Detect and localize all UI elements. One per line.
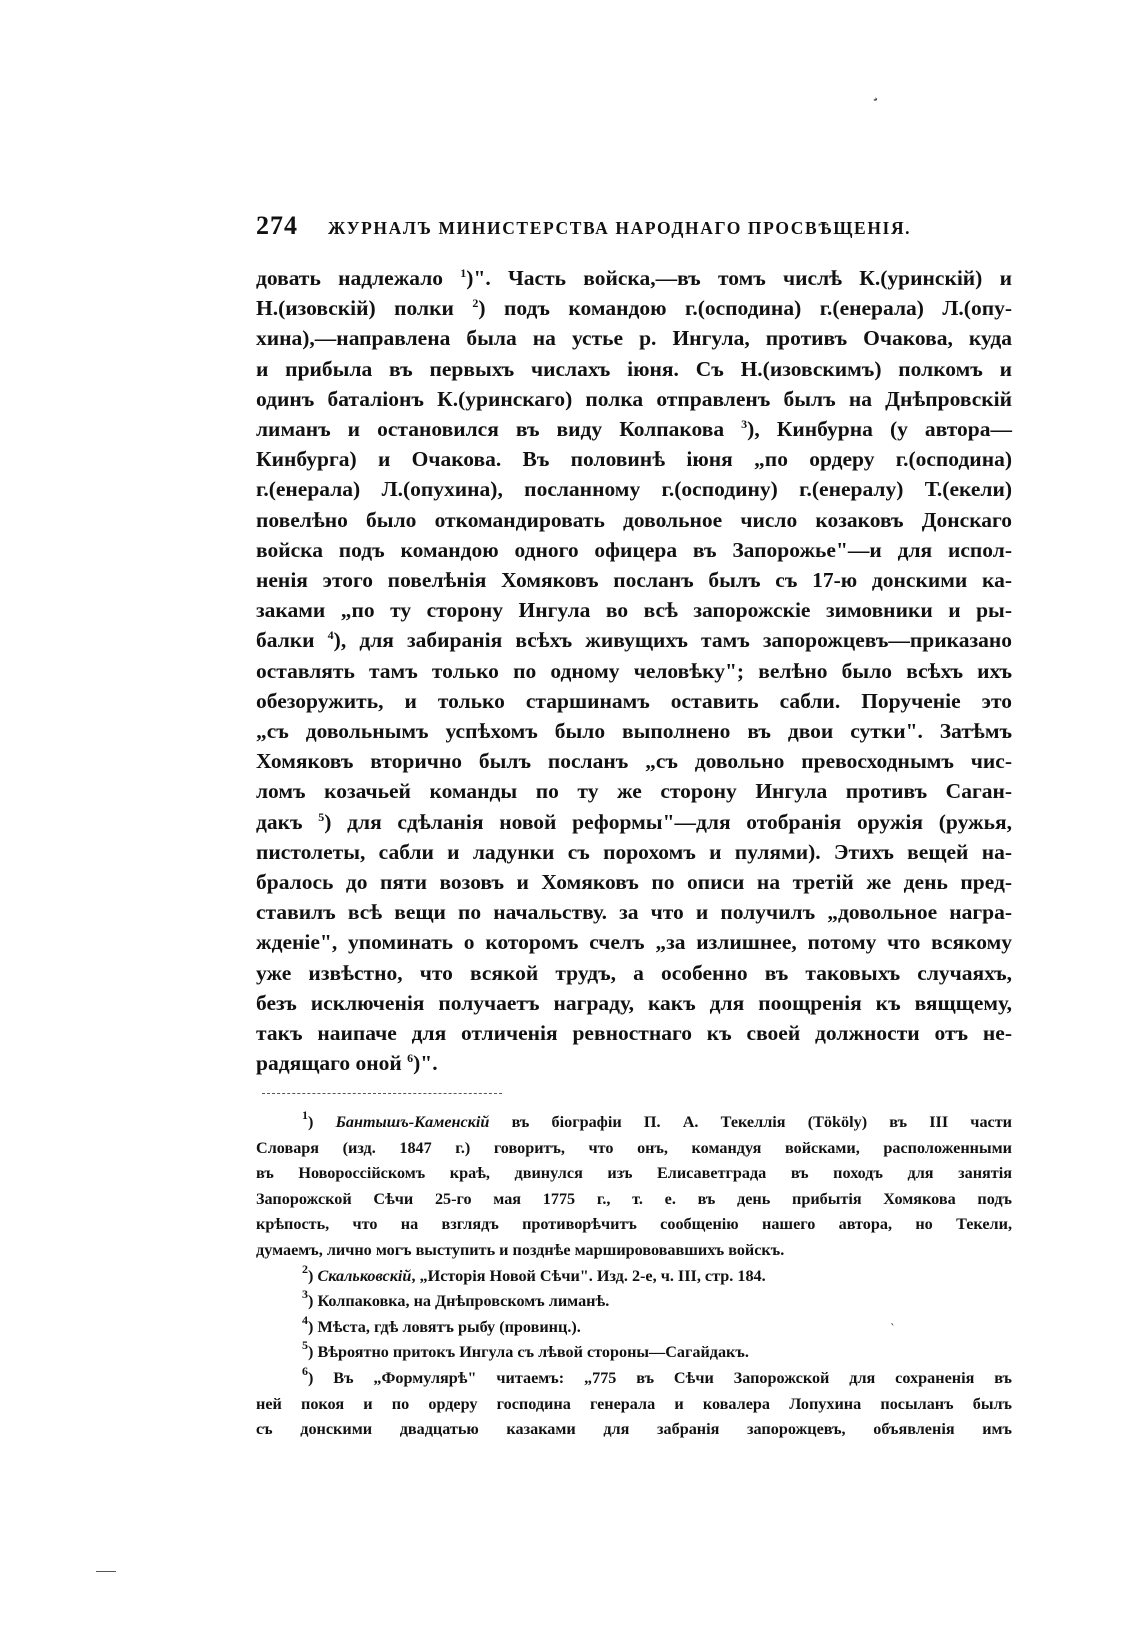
footnote-ref: 4 [327, 628, 334, 643]
body-line: и прибыла въ первыхъ числахъ іюня. Съ Н.(изовскимъ) полкомъ и [256, 356, 1012, 381]
footnotes [256, 1110, 1012, 1443]
body-line: „съ довольнымъ успѣхомъ было выполнено въ двои сутки". Затѣмъ [256, 719, 1012, 744]
body-line: лиманъ и остановился въ виду Колпакова $^3$), Кинбурна (у автора— [256, 417, 1012, 442]
footnote-separator [262, 1093, 502, 1094]
body-line: такъ наипаче для отличенія ревностнаго къ своей должности отъ не- [256, 1021, 1012, 1046]
footnote-ref: 5 [318, 809, 325, 824]
footnote-ref: 1 [460, 266, 467, 280]
body-line: ломъ козачьей команды по ту же сторону Ингула противъ Саган- [256, 779, 1012, 804]
footnote-1-line: думаемъ, лично могъ выступить и позднѣе марширововавшихъ войскъ. [256, 1240, 785, 1259]
body-line: бралось до пяти возовъ и Хомяковъ по описи на третій же день пред- [256, 870, 1012, 895]
margin-mark [96, 1571, 116, 1572]
scan-speck: ¸ [872, 86, 879, 102]
body-line: войска подъ командою одного офицера въ Запорожье"—и для испол- [256, 537, 1012, 562]
footnote-1-line: Словаря (изд. 1847 г.) говоритъ, что онъ, командуя войсками, расположенными [256, 1138, 1012, 1157]
body-line: ставилъ всѣ вещи по начальству. за что и получилъ „довольное награ- [256, 900, 1012, 925]
footnote-5: $^5$) Вѣроятно притокъ Ингула съ лѣвой стороны—Сагайдакъ. [302, 1338, 749, 1362]
footnote-2: $^2$) Скальковскій, „Исторія Новой Сѣчи". Изд. 2-е, ч. III, стр. 184. [302, 1261, 766, 1285]
body-line: ненія этого повелѣнія Хомяковъ посланъ былъ съ 17-ю донскими ка- [256, 568, 1012, 593]
body-line: дакъ $^5$) для сдѣланія новой реформы"—для отобранія оружія (ружья, [256, 809, 1012, 834]
body-line: Хомяковъ вторично былъ посланъ „съ довольно превосходнымъ чис- [256, 749, 1012, 774]
footnote-1-line: крѣпость, что на взглядъ противорѣчитъ сообщенію нашего автора, но Текели, [256, 1215, 1012, 1234]
body-line: пистолеты, сабли и ладунки съ порохомъ и пулями). Этихъ вещей на- [256, 839, 1012, 864]
body-line: радящаго оной $^6$)". [256, 1051, 438, 1076]
body-line: безъ исключенія получаетъ награду, какъ для поощренія къ вящщему, [256, 990, 1012, 1015]
footnote-3: $^3$) Колпаковка, на Днѣпровскомъ лиманѣ. [302, 1287, 610, 1311]
body-line: одинъ баталіонъ К.(уринскаго) полка отправленъ былъ на Днѣпровскій [256, 386, 1012, 411]
footnote-1-line: въ Новороссійскомъ краѣ, двинулся изъ Елисаветграда въ походъ для занятія [256, 1164, 1012, 1183]
footnote-6-line: ней покоя и по ордеру господина генерала и ковалера Лопухина посыланъ былъ [256, 1394, 1012, 1413]
body-line: г.(енерала) Л.(опухина), посланному г.(осподину) г.(енералу) Т.(екели) [256, 477, 1012, 502]
body-line: уже извѣстно, что всякой трудъ, а особенно въ таковыхъ случаяхъ, [256, 960, 1012, 985]
footnote-ref: 2 [472, 296, 479, 311]
body-line: жденіе", упоминать о которомъ счелъ „за излишнее, потому что всякому [256, 930, 1012, 955]
body-line: обезоружить, и только старшинамъ оставить сабли. Порученіе это [256, 688, 1012, 713]
footnote-ref: 3 [741, 417, 748, 432]
body-text [256, 263, 1012, 1078]
footnote-1-line: Запорожской Сѣчи 25-го мая 1775 г., т. е. въ день прибытія Хомякова подъ [256, 1189, 1012, 1208]
body-line: довать надлежало $^1$)". Часть войска,—въ томъ числѣ К.(уринскій) и [256, 266, 1012, 290]
page-header [256, 211, 1012, 243]
footnote-1: $^1$) Бантышъ-Каменскій въ біографіи П. А. Текеллія (Tököly) въ III части [302, 1108, 1012, 1131]
footnote-4: $^4$) Мѣста, гдѣ ловятъ рыбу (провинц.). [302, 1312, 581, 1336]
footnote-6: $^6$) Въ „Формулярѣ" читаемъ: „775 въ Сѣчи Запорожской для сохраненія въ [302, 1363, 1012, 1387]
footnote-2-author: Скальковскій [317, 1266, 412, 1285]
page-number: 274 [256, 211, 298, 240]
body-line: Н.(изовскій) полки $^2$) подъ командою г.(осподина) г.(енерала) Л.(опу- [256, 296, 1012, 321]
body-line: оставлять тамъ только по одному человѣку"; велѣно было всѣхъ ихъ [256, 658, 1012, 683]
body-line: балки $^4$), для забиранія всѣхъ живущихъ тамъ запорожцевъ—приказано [256, 628, 1012, 653]
body-line: Кинбурга) и Очакова. Въ половинѣ іюня „по ордеру г.(осподина) [256, 447, 1012, 472]
body-line: повелѣно было откомандировать довольное число козаковъ Донскаго [256, 507, 1012, 532]
footnote-1-author: Бантышъ-Каменскій [335, 1113, 490, 1131]
body-line: хина),—направлена была на устье р. Ингула, противъ Очакова, куда [256, 326, 1012, 351]
footnote-ref: 6 [407, 1051, 414, 1066]
body-line: заками „по ту сторону Ингула во всѣ запорожскіе зимовники и ры- [256, 598, 1012, 623]
scan-tick-mark: ` [890, 1322, 896, 1336]
footnote-6-line: съ донскими двадцатью казаками для забранія запорожцевъ, объявленія имъ [256, 1420, 1012, 1439]
running-head: ЖУРНАЛЪ МИНИСТЕРСТВА НАРОДНАГО ПРОСВѢЩЕНІЯ. [328, 218, 912, 238]
